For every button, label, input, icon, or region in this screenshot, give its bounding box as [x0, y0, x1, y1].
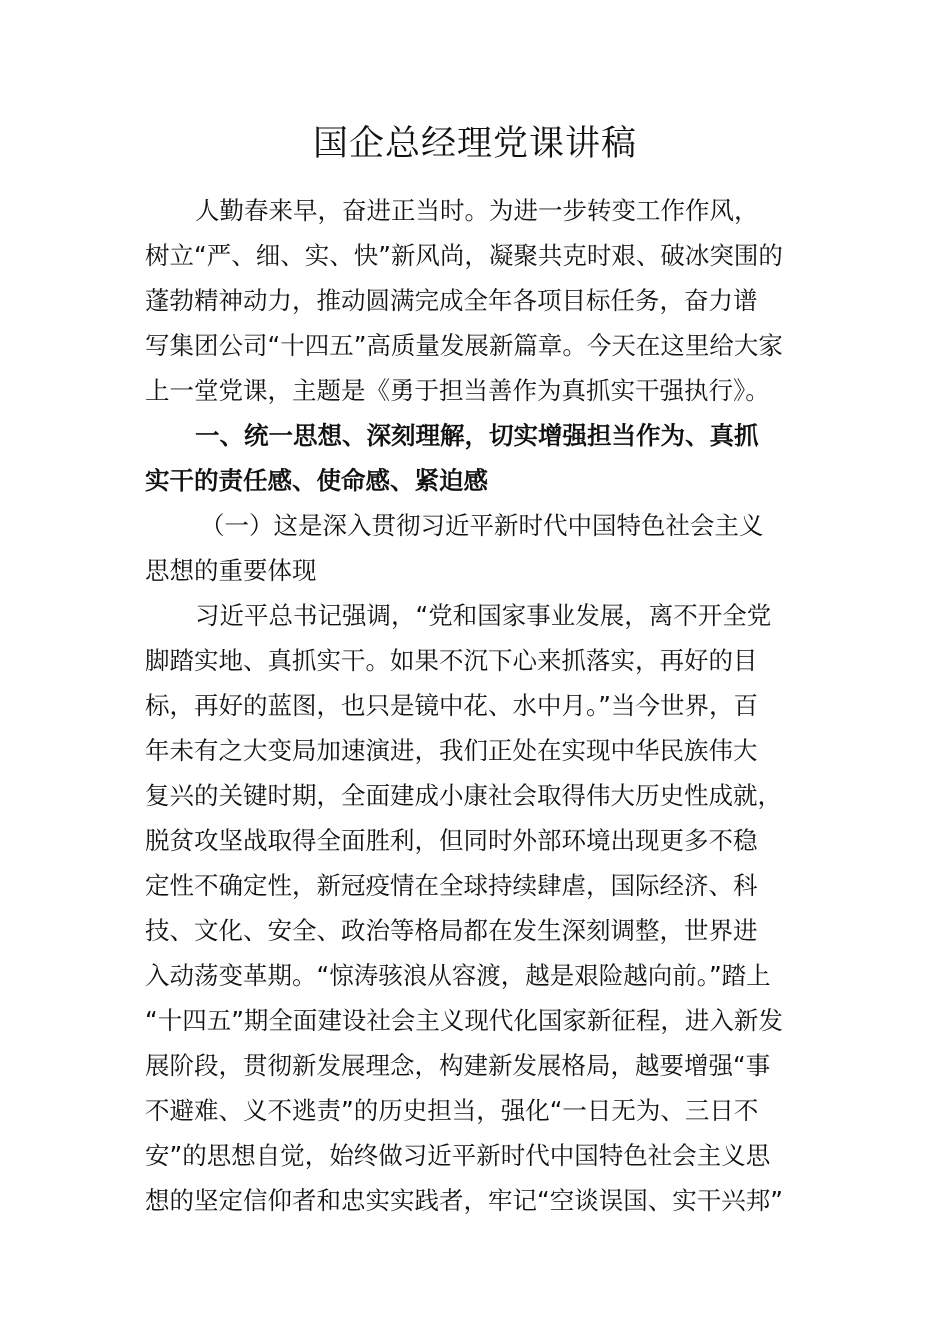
paragraph-line: 想的坚定信仰者和忠实实践者，牢记“空谈误国、实干兴邦”: [145, 1186, 783, 1215]
paragraph-line: 习近平总书记强调，“党和国家事业发展，离不开全党: [195, 601, 772, 630]
paragraph-line: 入动荡变革期。“惊涛骇浪从容渡，越是艰险越向前。”踏上: [145, 961, 771, 990]
document-title: 国企总经理党课讲稿: [312, 124, 637, 164]
paragraph-line: 脱贫攻坚战取得全面胜利，但同时外部环境出现更多不稳: [145, 826, 758, 855]
paragraph-line: 技、文化、安全、政治等格局都在发生深刻调整，世界进: [145, 916, 758, 945]
section-heading-line: 一、统一思想、深刻理解，切实增强担当作为、真抓: [195, 421, 759, 450]
paragraph-line: 年未有之大变局加速演进，我们正处在实现中华民族伟大: [145, 736, 758, 765]
subsection-heading-line: （一）这是深入贯彻习近平新时代中国特色社会主义: [200, 511, 764, 540]
paragraph-line: 不避难、义不逃责”的历史担当，强化“一日无为、三日不: [145, 1096, 759, 1125]
paragraph-line: 安”的思想自觉，始终做习近平新时代中国特色社会主义思: [145, 1141, 771, 1170]
paragraph-line: 展阶段，贯彻新发展理念，构建新发展格局，越要增强“事: [145, 1051, 771, 1080]
paragraph-line: 树立“严、细、实、快”新风尚，凝聚共克时艰、破冰突围的: [145, 241, 783, 270]
paragraph-line: 复兴的关键时期，全面建成小康社会取得伟大历史性成就，: [145, 781, 782, 810]
paragraph-line: “十四五”期全面建设社会主义现代化国家新征程，进入新发: [145, 1006, 783, 1035]
paragraph-line: 标，再好的蓝图，也只是镜中花、水中月。”当今世界，百: [145, 691, 758, 720]
paragraph-line: 脚踏实地、真抓实干。如果不沉下心来抓落实，再好的目: [145, 646, 758, 675]
document-body: [145, 188, 805, 1223]
paragraph-line: 写集团公司“十四五”高质量发展新篇章。今天在这里给大家: [145, 331, 783, 360]
section-heading-line: 实干的责任感、使命感、紧迫感: [145, 466, 488, 495]
paragraph-line: 人勤春来早，奋进正当时。为进一步转变工作作风，: [195, 196, 759, 225]
paragraph-line: 上一堂党课，主题是《勇于担当善作为真抓实干强执行》。: [145, 376, 770, 405]
subsection-heading-line: 思想的重要体现: [145, 556, 317, 585]
paragraph-line: 蓬勃精神动力，推动圆满完成全年各项目标任务，奋力谱: [145, 286, 758, 315]
paragraph-line: 定性不确定性，新冠疫情在全球持续肆虐，国际经济、科: [145, 871, 758, 900]
